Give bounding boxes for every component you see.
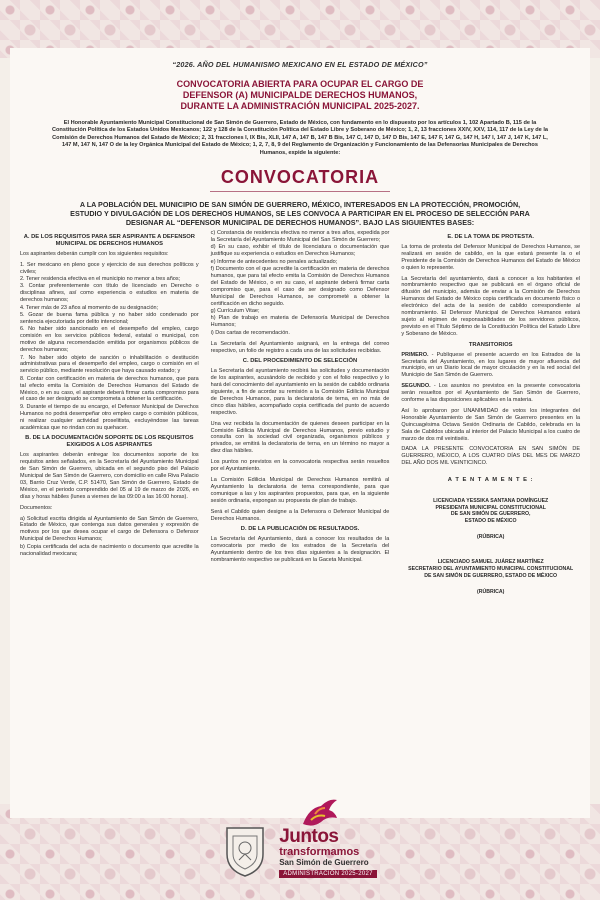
section-a-heading: A. DE LOS REQUISITOS PARA SER ASPIRANTE A DEFENSOR MUNICIPAL DE DERECHOS HUMANOS	[23, 234, 195, 247]
brand-line-2: transformamos	[279, 846, 360, 858]
list-item: e) Informe de antecedentes no penales actualizado;	[210, 258, 338, 265]
documents-label: Documentos:	[20, 504, 53, 511]
brand-block	[279, 828, 377, 878]
heading-divider	[210, 191, 390, 192]
section-b-text: Los aspirantes deberán entregar los documentos soporte de los requisitos antes señalados, en la Secretaría del Ayuntamiento Municipal de San Simón de Guerrero, ubicada en el segundo piso del Palacio Municipal de San Simón de Guerrero, con domicilio en calle Riva Palacio 03, Barrio Cruz Verde, C.P. 51470, San Simón de Guerrero, Estado de México, en el periodo comprendido del 05 al 19 de marzo de 2026, en días y horas hábiles (lunes a viernes de las 09:00 a las 16:00 horas).	[20, 452, 199, 500]
column-2	[211, 230, 390, 614]
brand-administration-badge: ADMINISTRACIÓN 2025-2027	[279, 870, 377, 878]
list-item: h) Plan de trabajo en materia de Defensoría Municipal de Derechos Humanos;	[210, 315, 390, 329]
list-item: d) En su caso, exhibir el título de licenciatura o documentación que justifique su experiencia o estudios en Derechos Humanos;	[210, 244, 390, 258]
municipal-shield-icon	[223, 824, 267, 878]
section-e-text-1: La toma de protesta del Defensor Municipal de Derechos Humanos, se realizará en sesión de cabildo, en la que estará presente la o el Presidente de la Comisión de Derechos Humanos del Estado de México o quien lo represente.	[401, 243, 581, 271]
approval-paragraph: Así lo aprobaron por UNANIMIDAD de votos los integrantes del Honorable Ayuntamiento de San Simón de Guerrero presentes en la Quincuagésima Octava Sesión Ordinaria de Cabildo, celebrada en la Sala de Cabildos ubicada al interior del Palacio Municipal a los cuatro de marzo de dos mil veintiséis.	[401, 407, 581, 442]
brand-line-1: Juntos	[279, 826, 339, 847]
section-c-text-4: La Comisión Edilicia Municipal de Derechos Humanos remitirá al Ayuntamiento la declaratoria de terna correspondiente, para que comunique a las y los aspirantes propuestos, para que, en la siguiente sesión ordinaria, expongan su propuesta de plan de trabajo.	[210, 477, 390, 504]
transitorio-primero-text: - Publíquese el presente acuerdo en los Estrados de la Secretaría del Ayuntamiento, en los lugares de mayor afluencia del municipio, en un Diario local de mayor circulación y en la red social del Municipio de San Simón de Guerrero.	[401, 351, 581, 379]
transitorio-segundo	[401, 383, 580, 404]
signature-president: LICENCIADA YESSIKA SANTANA DOMÍNGUEZ PRESIDENTA MUNICIPAL CONSTITUCIONAL DE SAN SIMÓN DE GUERRERO, ESTADO DE MÉXICO	[433, 498, 549, 524]
column-3	[401, 230, 580, 614]
list-item: i) Dos cartas de recomendación.	[210, 329, 290, 336]
list-item: 7. No haber sido objeto de sanción o inhabilitación o destitución administrativas para el desempeño del empleo, cargo o comisión en el servicio público, mediante resolución que haya causado estado; y	[20, 354, 199, 375]
footer-logos	[0, 798, 600, 878]
list-item: a) Solicitud escrita dirigida al Ayuntamiento de San Simón de Guerrero, Estado de México, que contenga sus datos generales y expresión de motivos por los que desea ocupar el cargo de Defensora o Defensor Municipal de Derechos Humanos;	[20, 515, 199, 543]
list-item: 8. Contar con certificación en materia de derechos humanos, que para tal efecto emita la Comisión de Derechos Humanos del Estado de México, o en su caso, el aspirante deberá firmar carta compromiso para el caso de ser designado se comprometa a obtener la certificación.	[20, 375, 199, 403]
requirements-list	[20, 262, 199, 432]
document-title: CONVOCATORIA ABIERTA PARA OCUPAR EL CARGO DE DEFENSOR (A) MUNICIPALDE DERECHOS HUMANOS, DURANTE LA ADMINISTRACIÓN MUNICIPAL 2025-2027.	[176, 79, 424, 111]
rubrica-secretary: (RÚBRICA)	[476, 589, 505, 596]
section-a-intro: Los aspirantes deberán cumplir con los siguientes requisitos:	[20, 250, 169, 257]
list-item: 3. Contar preferentemente con título de licenciado en Derecho o disciplinas afines, así como experiencia o estudios en materia de derechos humanos;	[20, 283, 199, 304]
section-c-text-5: Será el Cabildo quien designe a la Defensora o Defensor Municipal de Derechos Humanos.	[210, 508, 390, 522]
transitorio-segundo-label: SEGUNDO.	[401, 383, 431, 390]
list-item: 6. No haber sido sancionado en el desempeño del empleo, cargo comisión en los servicios públicos federal, estatal o municipal, con motivo de alguna recomendación emitida por organismos públicos de derechos humanos;	[20, 326, 199, 354]
section-e-heading: E. DE LA TOMA DE PROTESTA.	[447, 234, 534, 240]
section-b-heading: B. DE LA DOCUMENTACIÓN SOPORTE DE LOS REQUISITOS EXIGIDOS A LOS ASPIRANTES	[25, 435, 194, 449]
list-item: f) Documento con el que acredite la certificación en materia de derechos humanos, que para tal efecto emita la Comisión de Derechos Humanos del Estado de México, o en su caso, el aspirante deberá firmar carta compromiso que, para el caso de ser designado como Defensor Municipal de Derechos Humanos, se comprometé a obtener la certificación en dicho seguido.	[210, 266, 390, 307]
list-item: 9. Durante el tiempo de su encargo, el Defensor Municipal de Derechos Humanos no podrá desempeñar otro empleo cargo o comisión públicos, ni realizar cualquier actividad proselitista, excluyéndose las tareas académicas que no rindan con su quehacer.	[20, 403, 199, 431]
brand-line-3: San Simón de Guerrero	[279, 858, 369, 867]
list-item: 1. Ser mexicano en pleno goce y ejercicio de sus derechos políticos y civiles;	[20, 261, 199, 275]
section-d-text: La Secretaría del Ayuntamiento, dará a conocer los resultados de la convocatoria por medio de los estrados de la Secretaría del Ayuntamiento dentro de los tres días siguientes a la designación. El nombramiento respectivo se publicará en la Gaceta Municipal.	[210, 536, 390, 564]
section-c-text-1: La Secretaría del ayuntamiento recibirá las solicitudes y documentación de los aspirantes, acusándolo de recibido y con el folio respectivo y lo hará del conocimiento del ayuntamiento en la sesión de cabildo ordinaria siguiente, a fin de acordar su remisión a la Comisión Edilicia Municipal de Derechos Humanos, para la declaratoria de terna, en no más de cinco días hábiles, acompañado copia certificada del punto de acuerdo respectivo.	[210, 368, 390, 416]
preamble-paragraph: A LA POBLACIÓN DEL MUNICIPIO DE SAN SIMÓN DE GUERRERO, MÉXICO, INTERESADOS EN LA PROTECCIÓN, PROMOCIÓN, ESTUDIO Y DIVULGACIÓN DE LOS DERECHOS HUMANOS, SE LES CONVOCA A PARTICIPAR EN EL PROCESO DE SELECCIÓN PARA DESIGNAR AL “DEFENSOR MUNICIPAL DE DERECHOS HUMANOS”. BAJO LAS SIGUIENTES BASES:	[70, 200, 530, 228]
section-e-text-2: La Secretaría del ayuntamiento, dará a conocer a los habitantes el nombramiento respectivo que se publicará en el órgano oficial de difusión del municipio, además de enviar a la Comisión de Derechos Humanos del Estado de México copia certificada en documento físico o electrónico del acta de la sesión de cabildo correspondiente al nombramiento. El Defensor Municipal de Derechos Humanos estará sujeto al régimen de responsabilidades de los servidores públicos, previsto en el Título Séptimo de la Constitución Política del Estado Libre y Soberano de México.	[401, 275, 581, 337]
list-item: g) Currículum Vitae;	[210, 307, 260, 314]
rubrica-president: (RÚBRICA)	[476, 534, 505, 541]
list-item: 5. Gozar de buena fama pública y no haber sido condenado por sentencia ejecutoriada por delito intencional;	[20, 312, 199, 325]
section-d-heading: D. DE LA PUBLICACIÓN DE RESULTADOS.	[240, 526, 360, 533]
transitorio-primero	[401, 352, 580, 380]
list-item: 2. Tener residencia efectiva en el municipio no menor a tres años;	[20, 276, 181, 283]
atentamente-label: A T E N T A M E N T E :	[447, 477, 534, 484]
year-motto: “2026. AÑO DEL HUMANISMO MEXICANO EN EL ESTADO DE MÉXICO”	[172, 60, 428, 69]
given-paragraph: DADA LA PRESENTE CONVOCATORIA EN SAN SIMÓN DE GUERRERO, MÉXICO, A LOS CUATRO DÍAS DEL MES DE MARZO DEL AÑO DOS MIL VEINTICINCO.	[401, 446, 581, 467]
signature-secretary: LICENCIADO SAMUEL JUÁREZ MARTÍNEZ SECRETARIO DEL AYUNTAMIENTO MUNICIPAL CONSTITUCIONAL DE SAN SIMÓN DE GUERRERO, ESTADO DE MÉXICO	[408, 559, 574, 579]
section-c-text-2: Una vez recibida la documentación de quienes deseen participar en la Comisión Edilicia Municipal de Derechos Humanos, previo estudio y consulta con la sociedad civil organizada, organismos públicos y privados, se emitirá la declaratoria de terna, en un término no mayor a diez días hábiles.	[210, 420, 390, 455]
convocatoria-heading: CONVOCATORIA	[220, 167, 380, 188]
list-item: 4. Tener más de 23 años al momento de su designación;	[20, 304, 159, 311]
column-1	[20, 230, 199, 614]
section-c-heading: C. DEL PROCEDIMIENTO DE SELECCIÓN	[242, 358, 358, 365]
list-item: b) Copia certificada del acta de nacimiento o documento que acredite la nacionalidad mexicana;	[20, 543, 199, 557]
folio-paragraph: La Secretaría del Ayuntamiento asignará, en la entrega del correo respectivo, un folio de registro a cada una de las solicitudes recibidas.	[210, 340, 390, 354]
section-c-text-3: Los puntos no previstos en la convocatoria respectiva serán resueltos por el Ayuntamiento.	[210, 459, 390, 473]
transitorios-heading: TRANSITORIOS	[468, 341, 513, 348]
list-item: c) Constancia de residencia efectiva no menor a tres años, expedida por la Secretaría del Ayuntamiento Municipal del San Simón de Guerrero;	[210, 230, 390, 243]
transitorio-primero-label: PRIMERO.	[401, 351, 429, 358]
bases-columns	[20, 230, 580, 614]
bird-logo-icon	[299, 794, 341, 830]
transitorio-segundo-text: - Los asuntos no previstos en la presente convocatoria serán resueltos por el Ayuntamiento de San Simón de Guerrero, conforme a las disposiciones aplicables en la materia.	[401, 383, 581, 404]
legal-foundation-paragraph: El Honorable Ayuntamiento Municipal Constitucional de San Simón de Guerrero, Estado de México, con fundamento en lo dispuesto por los artículos 1, 102 Apartado B, 115 de la Constitución Política de los Estados Unidos Mexicanos; 122 y 128 de la Constitución Política del Estado Libre y Soberano de México; 1, 2, 13 fracciones XXIV, XXV, 114, 117 de la Ley de la Comisión de Derechos Humanos del Estado de México; 2, 31 fracciones I, IX Bis, XLII, 147 A, 147 B, 147 B Bis, 147 C, 147 D, 147 D Bis, 147 E, 147 F, 147 G, 147 H, 147 I, 147 J, 147 K, 147 L, 147 M, 147 N, 147 O de la ley Orgánica Municipal del Estado de México; 1, 2, 7, 8, 9 del Reglamento de Organización y Funcionamiento de las Defensorías Municipales de Derechos Humanos, expide la siguiente:	[51, 120, 549, 156]
